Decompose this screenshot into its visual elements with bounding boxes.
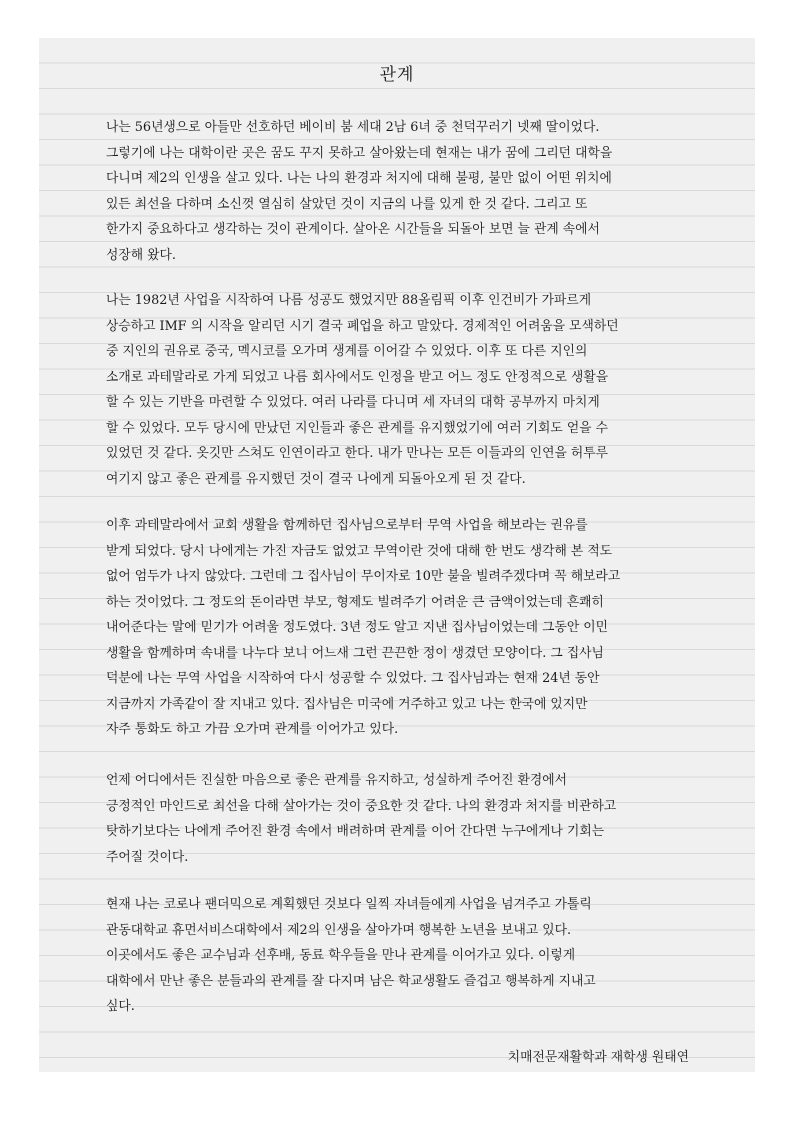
- author-signature: 치매전문재활학과 재학생 원태연: [507, 1050, 689, 1065]
- text-line: 성장해 왔다.: [106, 247, 176, 263]
- text-line: 긍정적인 마인드로 최선을 다해 살아가는 것이 중요한 것 같다. 나의 환경과 처지를 비관하고: [106, 798, 617, 814]
- text-line: 중 지인의 권유로 중국, 멕시코를 오가며 생계를 이어갈 수 있었다. 이후 또 다른 지인의: [106, 344, 588, 359]
- text-line: 상승하고 IMF 의 시작을 알리던 시기 결국 폐업을 하고 말았다. 경제적인 어려움을 모색하던: [106, 318, 619, 334]
- text-line: 나는 1982년 사업을 시작하여 나름 성공도 했었지만 88올림픽 이후 인건비가 가파르게: [106, 293, 592, 308]
- text-line: 받게 되었다. 당시 나에게는 가진 자금도 없었고 무역이란 것에 대해 한 번도 생각해 본 적도: [106, 543, 613, 559]
- text-line: 한가지 중요하다고 생각하는 것이 관계이다. 살아온 시간들을 되돌아 보면 늘 관계 속에서: [106, 222, 600, 237]
- text-line: 나는 56년생으로 아들만 선호하던 베이비 붐 세대 2남 6녀 중 천덕꾸러기 넷째 딸이었다.: [106, 120, 600, 135]
- text-line: 생활을 함께하며 속내를 나누다 보니 어느새 그런 끈끈한 정이 생겼던 모양이다. 그 집사님: [106, 645, 604, 661]
- text-line: 언제 어디에서든 진실한 마음으로 좋은 관계를 유지하고, 성실하게 주어진 환경에서: [106, 773, 567, 788]
- text-line: 있든 최선을 다하며 소신껏 열심히 살았던 것이 지금의 나를 있게 한 것 같다. 그리고 또: [106, 196, 588, 212]
- text-line: 할 수 있는 기반을 마련할 수 있었다. 여러 나라를 다니며 세 자녀의 대학 공부까지 마치게: [106, 395, 600, 410]
- paragraph-1: [106, 115, 689, 268]
- text-line: 그렇기에 나는 대학이란 곳은 꿈도 꾸지 못하고 살아왔는데 현재는 내가 꿈에 그리던 대학을: [106, 145, 613, 161]
- text-line: 덕분에 나는 무역 사업을 시작하여 다시 성공할 수 있었다. 그 집사님과는 현재 24년 동안: [106, 671, 600, 686]
- text-line: 관동대학교 휴먼서비스대학에서 제2의 인생을 살아가며 행복한 노년을 보내고 있다.: [106, 922, 572, 938]
- text-line: 다니며 제2의 인생을 살고 있다. 나는 나의 환경과 처지에 대해 불평, 불만 없이 어떤 위치에: [106, 171, 612, 186]
- paragraph-5: [106, 892, 689, 1020]
- text-line: 할 수 있었다. 모두 당시에 만났던 지인들과 좋은 관계를 유지했었기에 여러 기회도 얻을 수: [106, 420, 608, 436]
- text-line: 현재 나는 코로나 팬더믹으로 계획했던 것보다 일찍 자녀들에게 사업을 넘겨주고 가톨릭: [106, 897, 592, 912]
- text-line: 없어 엄두가 나지 않았다. 그런데 그 집사님이 무이자로 10만 불을 빌려주겠다며 꼭 해보라고: [106, 569, 621, 584]
- essay-title: 관계: [379, 65, 415, 85]
- text-line: 이후 과테말라에서 교회 생활을 함께하던 집사님으로부터 무역 사업을 해보라는 권유를: [106, 518, 588, 533]
- text-line: 이곳에서도 좋은 교수님과 선후배, 동료 학우들을 만나 관계를 이어가고 있다. 이렇게: [106, 948, 576, 963]
- paragraph-4: [106, 768, 689, 870]
- text-line: 하는 것이었다. 그 정도의 돈이라면 부모, 형제도 빌려주기 어려운 큰 금액이었는데 흔쾌히: [106, 594, 604, 610]
- paragraph-3: [106, 513, 689, 743]
- text-line: 자주 통화도 하고 가끔 오가며 관계를 이어가고 있다.: [106, 722, 399, 737]
- text-line: 싶다.: [106, 999, 135, 1014]
- text-line: 내어준다는 말에 믿기가 어려울 정도였다. 3년 정도 알고 지낸 집사님이었는데 그동안 이민: [106, 620, 608, 635]
- text-line: 소개로 과테말라로 가게 되었고 나름 회사에서도 인정을 받고 어느 정도 안정적으로 생활을: [106, 369, 609, 385]
- text-line: 주어질 것이다.: [106, 849, 189, 865]
- text-line: 여기지 않고 좋은 관계를 유지했던 것이 결국 나에게 되돌아오게 된 것 같다.: [106, 471, 526, 487]
- text-line: 지금까지 가족같이 잘 지내고 있다. 집사님은 미국에 거주하고 있고 나는 한국에 있지만: [106, 696, 588, 712]
- text-line: 있었던 것 같다. 옷깃만 스쳐도 인연이라고 한다. 내가 만나는 모든 이들과의 인연을 허투루: [106, 446, 608, 461]
- text-line: 탓하기보다는 나에게 주어진 환경 속에서 배려하며 관계를 이어 간다면 누구에게나 기회는: [106, 824, 605, 839]
- text-line: 대학에서 만난 좋은 분들과의 관계를 잘 다지며 남은 학교생활도 즐겁고 행복하게 지내고: [106, 973, 596, 989]
- document-page: [39, 38, 755, 1072]
- paragraph-2: [106, 288, 689, 492]
